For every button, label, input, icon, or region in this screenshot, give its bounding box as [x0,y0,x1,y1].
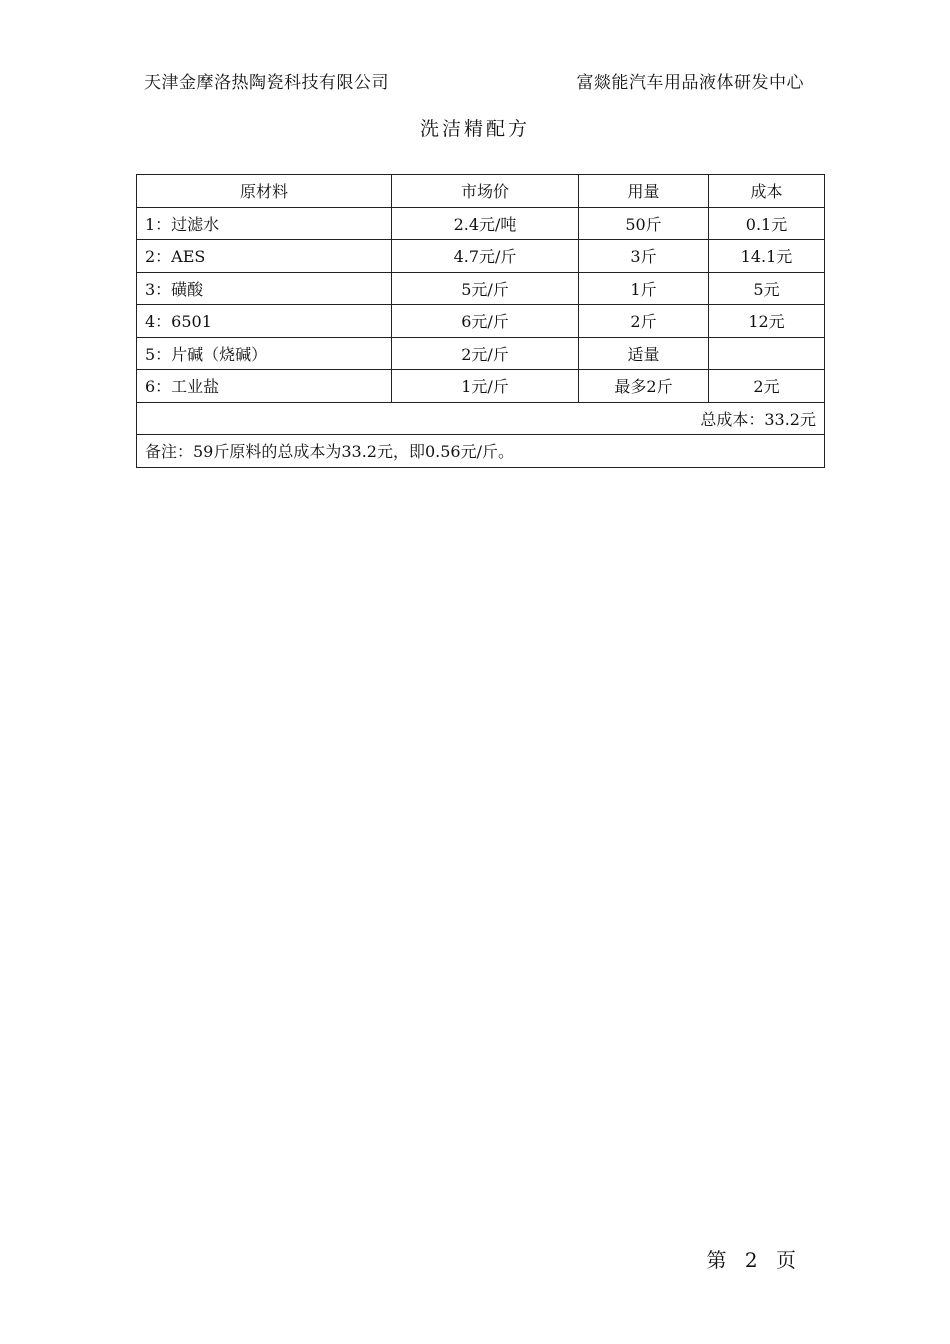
table-row [137,370,825,403]
material-name-cell: 4：6501 [137,305,392,338]
page-number: 第 2 页 [706,1248,802,1272]
table-row [137,240,825,273]
table-row [137,207,825,240]
material-name-cell: 1：过滤水 [137,207,392,240]
cost-cell: 2元 [709,370,825,403]
amount-cell: 1斤 [579,272,709,305]
amount-cell: 最多2斤 [579,370,709,403]
price-cell: 2元/斤 [392,337,579,370]
column-header-price: 市场价 [392,175,579,208]
amount-cell: 2斤 [579,305,709,338]
amount-cell: 50斤 [579,207,709,240]
price-cell: 1元/斤 [392,370,579,403]
total-cost-cell: 总成本：33.2元 [137,402,825,435]
price-cell: 6元/斤 [392,305,579,338]
material-name-cell: 2：AES [137,240,392,273]
material-name-cell: 3：磺酸 [137,272,392,305]
formula-table [136,174,825,468]
amount-cell: 适量 [579,337,709,370]
price-cell: 5元/斤 [392,272,579,305]
note-cell: 备注：59斤原料的总成本为33.2元，即0.56元/斤。 [137,435,825,468]
table-header-row [137,175,825,208]
cost-cell: 12元 [709,305,825,338]
document-title: 洗洁精配方 [419,118,530,140]
column-header-amount: 用量 [579,175,709,208]
amount-cell: 3斤 [579,240,709,273]
column-header-material: 原材料 [137,175,392,208]
cost-cell: 5元 [709,272,825,305]
header-company-name: 天津金摩洛热陶瓷科技有限公司 [144,73,389,93]
material-name-cell: 6：工业盐 [137,370,392,403]
total-row [137,402,825,435]
price-cell: 2.4元/吨 [392,207,579,240]
cost-cell: 14.1元 [709,240,825,273]
material-name-cell: 5：片碱（烧碱） [137,337,392,370]
cost-cell: 0.1元 [709,207,825,240]
note-row [137,435,825,468]
column-header-cost: 成本 [709,175,825,208]
header-rd-center: 富燚能汽车用品液体研发中心 [576,73,804,93]
table-row [137,337,825,370]
price-cell: 4.7元/斤 [392,240,579,273]
cost-cell [709,337,825,370]
table-row [137,305,825,338]
table-row [137,272,825,305]
